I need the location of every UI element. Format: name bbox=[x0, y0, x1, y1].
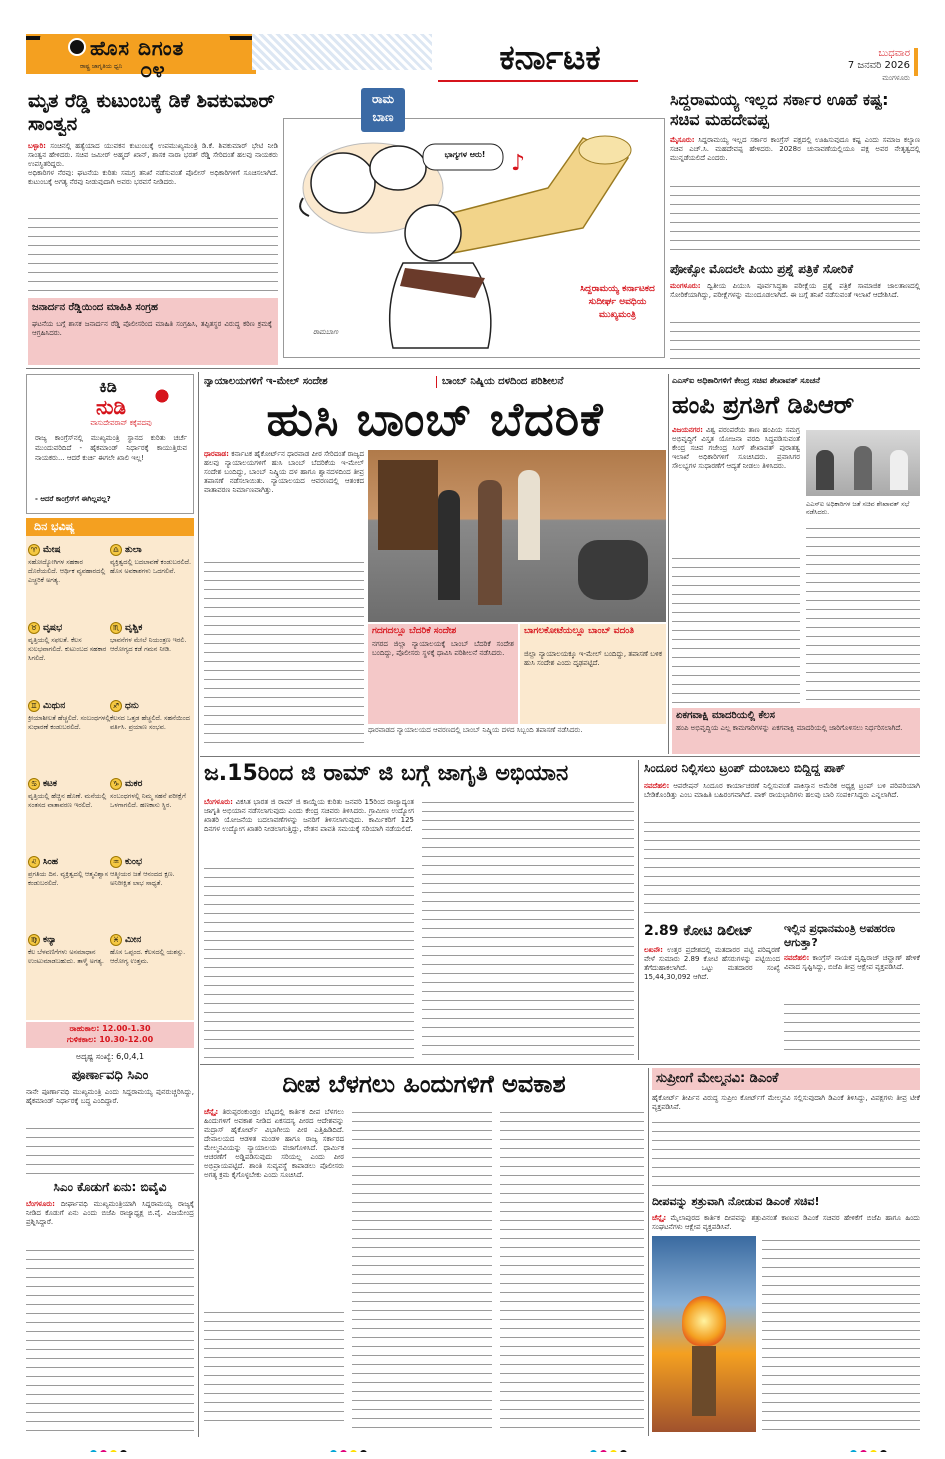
bomb-photo-person-1 bbox=[438, 490, 460, 600]
shatru-headline: ದೀಪವನ್ನು ಶತ್ರುವಾಗಿ ನೋಡುವ ಡಿಎಂಕೆ ಸಚಿವ! bbox=[652, 1195, 820, 1208]
kanya-text: ಕೆಲ ಬೆಳವಣಿಗೆಗಳು ಅಸಮಾಧಾನ ಉಂಟುಮಾಡಬಹುದು. ತಾಳ್ಮೆ ಅಗತ್ಯ. bbox=[28, 948, 104, 965]
meena-icon: ♓ bbox=[110, 934, 122, 946]
paper-logo bbox=[40, 34, 230, 64]
bomb-text-fill bbox=[204, 558, 364, 750]
simha-icon: ♌ bbox=[28, 856, 40, 868]
shatru-text: ಮೈಲಾಪುರದ ಕಾರ್ತಿಕ ದೀಪವನ್ನು ಶತ್ರುವಿನಂತೆ ಕಾಣುವ ಡಿಎಂಕೆ ಸಚಿವರ ಹೇಳಿಕೆಗೆ ಬಿಜೆಪಿ ಹಾಗೂ ಹಿಂದು ಸಂಘಟನೆಗಳು ಆಕ್ಷೇಪ ವ್ಯಕ್ತಪಡಿಸಿವೆ. bbox=[652, 1214, 920, 1231]
cartoon-small-head bbox=[311, 153, 375, 213]
bomb-headline: ಹುಸಿ ಬಾಂಬ್ ಬೆದರಿಕೆ bbox=[266, 392, 604, 446]
shatru-photo-flame bbox=[682, 1296, 726, 1346]
supreme-headline: ಸುಪ್ರೀಂಗೆ ಮೇಲ್ಮನವಿ: ಡಿಎಂಕೆ bbox=[656, 1071, 779, 1086]
dhanu-text: ಕೆಲಸದ ಒತ್ತಡ ಹೆಚ್ಚಲಿದೆ. ಸಹನೆಯಿಂದ ವರ್ತಿಸಿ. ಪ್ರಯಾಣ ಸಂಭವ. bbox=[110, 714, 190, 731]
pocso-dateline: ಮಂಗಳೂರು: bbox=[670, 282, 701, 290]
rashi-makara bbox=[110, 778, 194, 854]
delete-dateline: ಲಖನೌ: bbox=[644, 946, 663, 954]
mithuna-name: ಮಿಥುನ bbox=[43, 701, 66, 711]
cm-kodi-body bbox=[26, 1200, 194, 1432]
divider-deepa bbox=[648, 1068, 649, 1436]
masthead-rule bbox=[438, 80, 638, 82]
delete-headline: 2.89 ಕೋಟಿ ಡಿಲೀಟ್ bbox=[644, 923, 753, 939]
supreme-headline-bar bbox=[652, 1068, 920, 1090]
reddy-paragraph-1: ಸಂಚಿನಲ್ಲಿ ಹತ್ಯೆಯಾದ ಯುವಕನ ಕುಟುಂಬಕ್ಕೆ ಉಪಮುಖ್ಯಮಂತ್ರಿ ಡಿ.ಕೆ. ಶಿವಕುಮಾರ್ ಭೇಟಿ ನೀಡಿ ಸಾಂತ್ವನ ಹೇಳಿದರು. ಸಚಿವ ಜಮೀರ್ ಅಹ್ಮದ್ ಖಾನ್, ಶಾಸಕ ನಾರಾ ಭರತ್ ರೆಡ್ಡಿ ಸೇರಿದಂತೆ ಹಲವು ನಾಯಕರು ಉಪಸ್ಥಿತರಿದ್ದರು. bbox=[28, 142, 278, 168]
purnavadhi-body bbox=[26, 1088, 194, 1176]
simha-text: ಪ್ರಗತಿಯ ದಿನ. ವ್ಯಕ್ತಿತ್ವದಲ್ಲಿ ಆತ್ಮವಿಶ್ವಾಸ ಕಂಡುಬರಲಿದೆ. bbox=[28, 870, 109, 887]
purnavadhi-text-fill bbox=[26, 1124, 194, 1176]
bomb-photo-person-3 bbox=[518, 470, 540, 560]
hampi-article bbox=[672, 374, 920, 754]
masthead bbox=[0, 0, 945, 86]
purnavadhi-text: ನಾನೇ ಪೂರ್ಣಾವಧಿ ಮುಖ್ಯಮಂತ್ರಿ ಎಂದು ಸಿದ್ದರಾಮಯ್ಯ ಪುನರುಚ್ಚರಿಸಿದ್ದು, ಹೈಕಮಾಂಡ್ ನಿರ್ಧಾರಕ್ಕೆ ಬದ್ಧ ಎಂದಿದ್ದಾರೆ. bbox=[26, 1088, 194, 1105]
reddy-sub-box bbox=[28, 298, 278, 365]
divider-lower bbox=[200, 1064, 920, 1065]
cartoon-caption: ಸಿದ್ದರಾಮಯ್ಯ ಕರ್ನಾಟಕದ ಸುದೀರ್ಘ ಅವಧಿಯ ಮುಖ್ಯಮಂತ್ರಿ bbox=[580, 284, 655, 320]
rashi-vrishchika bbox=[110, 622, 194, 698]
mesha-name: ಮೇಷ bbox=[43, 545, 61, 555]
meena-text: ಹೊಸ ಒಪ್ಪಂದ. ಕೆಲಸದಲ್ಲಿ ಯಶಸ್ಸು. ಆರೋಗ್ಯ ಉತ್ತಮ. bbox=[110, 948, 186, 965]
hampi-body-2 bbox=[806, 524, 920, 704]
cm-kodi-text: ದೀರ್ಘಾವಧಿ ಮುಖ್ಯಮಂತ್ರಿಯಾಗಿ ಸಿದ್ದರಾಮಯ್ಯ ರಾಜ್ಯಕ್ಕೆ ನೀಡಿದ ಕೊಡುಗೆ ಏನು ಎಂದು ಬಿಜೆಪಿ ರಾಜ್ಯಾಧ್ಯಕ್ಷ ಬಿ.ವೈ. ವಿಜಯೇಂದ್ರ ಪ್ರಶ್ನಿಸಿದ್ದಾರೆ. bbox=[26, 1200, 194, 1226]
cm-kodi-headline: ಸಿಎಂ ಕೊಡುಗೆ ಏನು: ಬಿವೈವಿ bbox=[53, 1180, 167, 1194]
hampi-headline: ಹಂಪಿ ಪ್ರಗತಿಗೆ ಡಿಪಿಆರ್ bbox=[672, 391, 855, 419]
mesha-text: ಸಹೋದ್ಯೋಗಿಗಳ ಸಹಕಾರ ದೊರೆಯಲಿದೆ. ಆರ್ಥಿಕ ವ್ಯವಹಾರದಲ್ಲಿ ಎಚ್ಚರಿಕೆ ಅಗತ್ಯ. bbox=[28, 558, 106, 584]
hampi-photo-person-3 bbox=[890, 450, 908, 490]
siddaramaiah-dateline: ಮೈಸೂರು: bbox=[670, 136, 695, 144]
kidi-author: ವಾಸುದೇವರಾವ್ ಕಕ್ಕೆಪದವು bbox=[90, 419, 152, 427]
kanya-icon: ♍ bbox=[28, 934, 40, 946]
hampi-dateline: ವಿಜಯನಗರ: bbox=[672, 426, 703, 434]
delete-text: ಉತ್ತರ ಪ್ರದೇಶದಲ್ಲಿ ಮತದಾರರ ಪಟ್ಟಿ ಪರಿಷ್ಕರಣೆ ವೇಳೆ ಸುಮಾರು 2.89 ಕೋಟಿ ಹೆಸರುಗಳನ್ನು ಪಟ್ಟಿಯಿಂದ ತೆಗೆದುಹಾಕಲಾಗಿದೆ. ಒಟ್ಟು ಮತದಾರರ ಸಂಖ್ಯೆ 15,44,30,092 ಆಗಿದೆ. bbox=[644, 946, 780, 981]
cartoon-music-note: ♪ bbox=[511, 151, 526, 176]
lucky-number: ಅದೃಷ್ಟ ಸಂಖ್ಯೆ: 6,0,4,1 bbox=[75, 1052, 145, 1061]
vrishchika-name: ವೃಶ್ಚಿಕ bbox=[125, 623, 143, 633]
reddy-paragraph-2: ಅಧಿಕಾರಿಗಳ ನೆರವು: ಘಟನೆಯ ಕುರಿತು ಸಮಗ್ರ ತನಿಖೆ ನಡೆಸುವಂತೆ ಪೊಲೀಸ್ ಅಧಿಕಾರಿಗಳಿಗೆ ಸೂಚಿಸಲಾಗಿದೆ. ಕುಟುಂಬಕ್ಕೆ ಅಗತ್ಯ ನೆರವು ನೀಡುವುದಾಗಿ ಅವರು ಭರವಸೆ ನೀಡಿದರು. bbox=[28, 169, 278, 186]
rashi-meena bbox=[110, 934, 194, 1010]
rashi-kataka bbox=[28, 778, 112, 854]
purnavadhi-headline: ಪೂರ್ಣಾವಧಿ ಸಿಎಂ bbox=[71, 1068, 149, 1083]
reddy-text-fill bbox=[28, 214, 278, 292]
kidi-title: ಕಿಡಿ bbox=[99, 377, 117, 396]
page-number: ೦೪ bbox=[140, 58, 165, 83]
hampi-kicker: ಎಎಸ್‌ಐ ಅಧಿಕಾರಿಗಳಿಗೆ ಕೇಂದ್ರ ಸಚಿವ ಶೇಖಾವತ್ ಸೂಚನೆ bbox=[672, 376, 820, 385]
divider-mid bbox=[200, 756, 920, 757]
jagriti-body-2 bbox=[422, 798, 634, 1058]
cartoon-signature: ರಾಮಬಾಣ bbox=[313, 328, 339, 336]
shatru-photo-tower bbox=[692, 1346, 716, 1416]
supreme-article bbox=[652, 1068, 920, 1192]
pocso-headline: ಪೋಕ್ಸೋ ಮೊದಲೇ ಪಿಯು ಪ್ರಶ್ನೆ ಪತ್ರಿಕೆ ಸೋರಿಕೆ bbox=[670, 262, 854, 276]
divider-bomb-hampi bbox=[668, 374, 669, 754]
kataka-text: ವೃತ್ತಿಯಲ್ಲಿ ಹೆಚ್ಚಿನ ಹೊಣೆ. ಮನೆಯಲ್ಲಿ ಸಂತಸದ ವಾತಾವರಣ ಇರಲಿದೆ. bbox=[28, 792, 107, 809]
hampi-text-fill-2 bbox=[806, 524, 920, 704]
kanya-name: ಕನ್ಯಾ bbox=[43, 935, 57, 945]
hampi-photo-caption: ಎಎಸ್‌ಐ ಅಧಿಕಾರಿಗಳ ಜತೆ ಸಚಿವ ಶೇಖಾವತ್ ಸಭೆ ನಡೆಸಿದರು. bbox=[806, 500, 910, 516]
kataka-icon: ♋ bbox=[28, 778, 40, 790]
gulika-kala: ಗುಳಿಕಕಾಲ: 10.30-12.00 bbox=[66, 1035, 154, 1044]
registration-dots-4 bbox=[850, 1442, 910, 1452]
siddaramaiah-headline: ಸಿದ್ದರಾಮಯ್ಯ ಇಲ್ಲದ ಸರ್ಕಾರ ಊಹೆ ಕಷ್ಟ: ಸಚಿವ ಮಹದೇವಪ್ಪ bbox=[670, 90, 889, 129]
supreme-text: ಹೈಕೋರ್ಟ್ ತೀರ್ಪಿನ ವಿರುದ್ಧ ಸುಪ್ರೀಂ ಕೋರ್ಟ್‌ಗೆ ಮೇಲ್ಮನವಿ ಸಲ್ಲಿಸುವುದಾಗಿ ಡಿಎಂಕೆ ತಿಳಿಸಿದ್ದು, ವಿಪಕ್ಷಗಳು ತೀವ್ರ ಟೀಕೆ ವ್ಯಕ್ತಪಡಿಸಿವೆ. bbox=[652, 1094, 920, 1111]
hampi-photo-person-1 bbox=[816, 450, 834, 490]
bomb-photo-person-2 bbox=[478, 480, 502, 605]
dhanu-icon: ♐ bbox=[110, 700, 122, 712]
dhanu-name: ಧನು bbox=[125, 701, 139, 711]
cartoon-speech: ಭಾಗ್ಯಗಳ ಆರು! bbox=[444, 150, 486, 159]
mithuna-text: ಕ್ರೀಯಾಶೀಲತೆ ಹೆಚ್ಚಲಿದೆ. ಸಂಬಂಧಗಳಲ್ಲಿ ಸುಧಾರಣೆ ಕಂಡುಬರಲಿದೆ. bbox=[28, 714, 111, 731]
vrishchika-icon: ♏ bbox=[110, 622, 122, 634]
trump-text-fill bbox=[644, 818, 920, 918]
date-accent-bar bbox=[914, 48, 918, 76]
jagriti-text: ವಿಕಸಿತ ಭಾರತ ಜಿ ರಾಮ್ ಜಿ ಕಾಯ್ದೆಯ ಕುರಿತು ಜನವರಿ 15ರಿಂದ ರಾಜ್ಯಾದ್ಯಂತ ಜಾಗೃತಿ ಅಭಿಯಾನ ನಡೆಸಲಾಗುವುದು ಎಂದು ಕೇಂದ್ರ ಸಚಿವರು ತಿಳಿಸಿದರು. ಗ್ರಾಮೀಣ ಉದ್ಯೋಗ ಖಾತರಿ ಯೋಜನೆಯ ಬದಲಾವಣೆಗಳನ್ನು ಜನರಿಗೆ ತಿಳಿಸಲಾಗುವುದು. ಕಾರ್ಮಿಕರಿಗೆ 125 ದಿನಗಳ ಉದ್ಯೋಗ ಖಾತರಿ ನೀಡಲಾಗುತ್ತಿದ್ದು, ವೇತನ ಪಾವತಿ ಸಮಯಕ್ಕೆ ಸರಿಯಾಗಿ ನಡೆಯಲಿದೆ. bbox=[204, 798, 414, 833]
hampi-box bbox=[672, 708, 920, 754]
deepa-headline: ದೀಪ ಬೆಳಗಲು ಹಿಂದುಗಳಿಗೆ ಅವಕಾಶ bbox=[282, 1070, 566, 1098]
registration-dots-3 bbox=[590, 1442, 650, 1452]
rashi-kumbha bbox=[110, 856, 194, 932]
horoscope-title-bar bbox=[26, 518, 194, 536]
divider-jagriti bbox=[638, 760, 639, 1060]
logo-emblem-icon bbox=[68, 38, 86, 56]
section-title: ಕರ್ನಾಟಕ bbox=[499, 38, 601, 78]
bomb-photo-door bbox=[378, 460, 438, 550]
reddy-body bbox=[28, 142, 278, 292]
city-label: ಮಂಗಳೂರು bbox=[882, 74, 910, 82]
jagriti-body bbox=[204, 798, 414, 1058]
pocso-text-fill bbox=[670, 318, 920, 360]
pocso-text: ದ್ವಿತೀಯ ಪಿಯುಸಿ ಪೂರ್ವಸಿದ್ಧತಾ ಪರೀಕ್ಷೆಯ ಪ್ರಶ್ನೆ ಪತ್ರಿಕೆ ಸಾಮಾಜಿಕ ಜಾಲತಾಣದಲ್ಲಿ ಸೋರಿಕೆಯಾಗಿದ್ದು, ಪರೀಕ್ಷೆಗಳನ್ನು ಮುಂದೂಡಲಾಗಿದೆ. ಈ ಬಗ್ಗೆ ತನಿಖೆ ನಡೆಸುವಂತೆ ಇಲಾಖೆ ಆದೇಶಿಸಿದೆ. bbox=[670, 282, 920, 299]
divider-left-col bbox=[198, 372, 199, 1437]
makara-name: ಮಕರ bbox=[125, 779, 143, 789]
rashi-mesha bbox=[28, 544, 112, 620]
jagriti-text-fill bbox=[204, 864, 414, 1058]
vrishabha-text: ವೃತ್ತಿಯಲ್ಲಿ ಸಫಲತೆ. ಕೆಲಸ ಸುಲಭವಾಗಲಿದೆ. ಕುಟುಂಬದ ಸಹಕಾರ ಸಿಗಲಿದೆ. bbox=[28, 636, 107, 662]
shatru-body bbox=[762, 1236, 920, 1432]
pm-abduct-headline: ಇಲ್ಲಿನ ಪ್ರಧಾನಮಂತ್ರಿ ಅಪಹರಣ ಆಗುತ್ತಾ? bbox=[784, 922, 896, 949]
pocso-body bbox=[670, 282, 920, 360]
deepa-body bbox=[204, 1108, 344, 1428]
ramabana-tag-top: ರಾಮ bbox=[372, 92, 394, 106]
rashi-kanya bbox=[28, 934, 112, 1010]
supreme-body bbox=[652, 1094, 920, 1190]
kidi-punch: - ಆದರೆ ಕಾಂಗ್ರೆಸ್‌ಗೆ ಈಗಿಲ್ಲವಲ್ಲ? bbox=[35, 495, 111, 503]
bomb-article bbox=[204, 374, 666, 754]
cartoon-glasses bbox=[370, 146, 426, 190]
cm-kodi-article bbox=[26, 1180, 194, 1435]
reddy-article bbox=[28, 90, 278, 365]
pocso-article bbox=[670, 262, 920, 362]
bomb-dateline: ಧಾರವಾಡ: bbox=[204, 450, 229, 458]
horoscope-title: ದಿನ ಭವಿಷ್ಯ bbox=[34, 520, 75, 533]
shatru-photo bbox=[652, 1236, 756, 1432]
hampi-box-text: ಹಂಪಿ ಅಭಿವೃದ್ಧಿಯ ಎಲ್ಲ ಕಾಮಗಾರಿಗಳನ್ನು ಏಕಗವಾಕ್ಷಿ ಮಾದರಿಯಲ್ಲಿ ಜಾರಿಗೊಳಿಸಲು ನಿರ್ಧರಿಸಲಾಗಿದೆ. bbox=[676, 724, 903, 732]
siddaramaiah-article bbox=[670, 90, 920, 255]
trump-text: ಆಪರೇಷನ್ ಸಿಂದೂರ ಕಾರ್ಯಾಚರಣೆ ನಿಲ್ಲಿಸುವಂತೆ ಪಾಕಿಸ್ತಾನ ಅಮೆರಿಕ ಅಧ್ಯಕ್ಷ ಟ್ರಂಪ್ ಬಳಿ ಪರಿಪರಿಯಾಗಿ ಬೇಡಿಕೊಂಡಿತ್ತು ಎಂಬ ಮಾಹಿತಿ ಬಹಿರಂಗವಾಗಿದೆ. ಪಾಕ್ ರಾಯಭಾರಿಗಳು ಹಲವು ಬಾರಿ ಸಂಪರ್ಕಿಸಿದ್ದರು ಎನ್ನಲಾಗಿದೆ. bbox=[644, 782, 920, 799]
bomb-box-bagalkot bbox=[520, 624, 666, 724]
deepa-body-3 bbox=[500, 1108, 644, 1428]
rashi-tula bbox=[110, 544, 194, 620]
purnavadhi-article bbox=[26, 1066, 194, 1178]
vrishchika-text: ಭಾವನೆಗಳ ಮೇಲೆ ನಿಯಂತ್ರಣ ಇರಲಿ. ಆರೋಗ್ಯದ ಕಡೆ ಗಮನ ನೀಡಿ. bbox=[110, 636, 187, 653]
kidi-text: ರಾಜ್ಯ ಕಾಂಗ್ರೆಸ್‌ನಲ್ಲಿ ಮುಖ್ಯಮಂತ್ರಿ ಸ್ಥಾನದ ಕುರಿತು ಚರ್ಚೆ ಮುಂದುವರಿದಿದೆ - ಹೈಕಮಾಂಡ್ ನಿರ್ಧಾರಕ್ಕೆ ಕಾಯುತ್ತಿರುವ ನಾಯಕರು... ಆದರೆ ಕುರ್ಚಿ ಈಗಲೇ ಖಾಲಿ ಇಲ್ಲ! bbox=[35, 434, 187, 462]
bomb-photo bbox=[368, 450, 666, 622]
ramabana-tag-bottom: ಬಾಣ bbox=[372, 110, 394, 124]
makara-text: ಸಂಬಂಧಗಳಲ್ಲಿ ನಿಮ್ಮ ಸಹನೆ ಪರೀಕ್ಷೆಗೆ ಒಳಗಾಗಲಿದೆ. ಹಣಕಾಸು ಸ್ಥಿರ. bbox=[110, 792, 186, 809]
divider-top bbox=[26, 368, 920, 369]
tula-text: ವ್ಯಕ್ತಿತ್ವದಲ್ಲಿ ಬದಲಾವಣೆ ಕಂಡುಬರಲಿದೆ. ಹೊಸ ಅವಕಾಶಗಳು ಒದಗಲಿವೆ. bbox=[110, 558, 192, 575]
shatru-text-fill bbox=[762, 1236, 920, 1432]
rashi-mithuna bbox=[28, 700, 112, 776]
kala-box bbox=[26, 1022, 194, 1048]
meena-name: ಮೀನ bbox=[125, 935, 142, 945]
reddy-headline: ಮೃತ ರೆಡ್ಡಿ ಕುಟುಂಬಕ್ಕೆ ಡಿಕೆ ಶಿವಕುಮಾರ್ ಸಾಂತ್ವನ bbox=[28, 90, 275, 135]
bomb-body bbox=[204, 450, 364, 750]
delete-article bbox=[644, 922, 780, 1060]
vrishabha-icon: ♉ bbox=[28, 622, 40, 634]
pm-abduct-text: ಕಾಂಗ್ರೆಸ್ ನಾಯಕ ಪೃಥ್ವಿರಾಜ್ ಚವ್ಹಾಣ್ ಹೇಳಿಕೆ ವಿವಾದ ಸೃಷ್ಟಿಸಿದ್ದು, ಬಿಜೆಪಿ ತೀವ್ರ ಆಕ್ಷೇಪ ವ್ಯಕ್ತಪಡಿಸಿದೆ. bbox=[784, 954, 920, 971]
kumbha-icon: ♒ bbox=[110, 856, 122, 868]
trump-article bbox=[644, 760, 920, 920]
jagriti-text-fill-2 bbox=[422, 798, 634, 1058]
kumbha-text: ಆತ್ಮೀಯರ ಜತೆ ಆನಂದದ ಕ್ಷಣ. ಅನಿರೀಕ್ಷಿತ ಲಾಭ ಸಾಧ್ಯತೆ. bbox=[110, 870, 175, 887]
deepa-dateline: ಚೆನ್ನೈ: bbox=[204, 1108, 219, 1116]
trump-headline: ಸಿಂದೂರ ನಿಲ್ಲಿಸಲು ಟ್ರಂಪ್ ದುಂಬಾಲು ಬಿದ್ದಿದ್ದ ಪಾಕ್ bbox=[644, 761, 846, 775]
bomb-box1-text: ನಗರದ ಜಿಲ್ಲಾ ನ್ಯಾಯಾಲಯಕ್ಕೆ ಬಾಂಬ್ ಬೆದರಿಕೆ ಸಂದೇಶ ಬಂದಿದ್ದು, ಪೊಲೀಸರು ಸ್ಥಳಕ್ಕೆ ಧಾವಿಸಿ ಪರಿಶೀಲನೆ ನಡೆಸಿದರು. bbox=[372, 640, 514, 657]
hampi-body bbox=[672, 426, 800, 706]
bomb-kicker-right: ಬಾಂಬ್ ನಿಷ್ಕ್ರಿಯ ದಳದಿಂದ ಪರಿಶೀಲನೆ bbox=[442, 376, 564, 387]
registration-dots-1 bbox=[90, 1442, 150, 1452]
kidi-subtitle: ನುಡಿ bbox=[95, 395, 127, 419]
hampi-photo-person-2 bbox=[854, 446, 872, 490]
jagriti-dateline: ಬೆಂಗಳೂರು: bbox=[204, 798, 233, 806]
paper-name: ಹೊಸ ದಿಗಂತ bbox=[90, 36, 185, 60]
delete-body bbox=[644, 946, 780, 1058]
deepa-text: ತಿರುಪ್ಪರಂಕುಂಡ್ರಂ ಬೆಟ್ಟದಲ್ಲಿ ಕಾರ್ತಿಕ ದೀಪ ಬೆಳಗಲು ಹಿಂದುಗಳಿಗೆ ಅವಕಾಶ ನೀಡಿದ ಏಕಸದಸ್ಯ ಪೀಠದ ಆದೇಶವನ್ನು ಮದ್ರಾಸ್ ಹೈಕೋರ್ಟ್ ವಿಭಾಗೀಯ ಪೀಠ ಎತ್ತಿಹಿಡಿದಿದೆ. ದೇವಾಲಯದ ಆಡಳಿತ ಮಂಡಳಿ ಹಾಗೂ ರಾಜ್ಯ ಸರ್ಕಾರದ ಮೇಲ್ಮನವಿಯನ್ನು ನ್ಯಾಯಾಲಯ ವಜಾಗೊಳಿಸಿದೆ. ಧಾರ್ಮಿಕ ಆಚರಣೆಗೆ ಅಡ್ಡಿಪಡಿಸುವುದು ಸರಿಯಲ್ಲ ಎಂದು ಪೀಠ ಅಭಿಪ್ರಾಯಪಟ್ಟಿದೆ. ಶಾಂತಿ ಸುವ್ಯವಸ್ಥೆ ಕಾಪಾಡಲು ಪೊಲೀಸರು ಅಗತ್ಯ ಕ್ರಮ ಕೈಗೊಳ್ಳಬೇಕು ಎಂದು ಸೂಚಿಸಿದೆ. bbox=[204, 1108, 344, 1179]
rashi-vrishabha bbox=[28, 622, 112, 698]
kidi-spark-icon bbox=[147, 381, 177, 411]
jagriti-article bbox=[204, 760, 634, 1060]
cartoon-head bbox=[405, 205, 461, 261]
cartoon-trumpet-bell bbox=[579, 136, 631, 164]
day-label: ಬುಧವಾರ bbox=[878, 48, 910, 59]
deepa-text-fill-2 bbox=[352, 1108, 492, 1428]
date-block bbox=[800, 48, 920, 86]
pm-abduct-article bbox=[784, 922, 920, 1060]
vrishabha-name: ವೃಷಭ bbox=[43, 623, 63, 633]
kumbha-name: ಕುಂಭ bbox=[125, 857, 143, 867]
registration-dots-2 bbox=[330, 1442, 390, 1452]
pm-abduct-text-fill bbox=[784, 1000, 920, 1058]
shatru-dateline: ಚೆನ್ನೈ: bbox=[652, 1214, 667, 1222]
siddaramaiah-body bbox=[670, 136, 920, 251]
bomb-box1-title: ಗದಗದಲ್ಲೂ ಬೆದರಿಕೆ ಸಂದೇಶ bbox=[372, 626, 457, 636]
rahu-kala: ರಾಹುಕಾಲ: 12.00-1.30 bbox=[69, 1024, 151, 1033]
cm-kodi-dateline: ಬೆಂಗಳೂರು: bbox=[26, 1200, 55, 1208]
bomb-kicker-sep bbox=[436, 376, 437, 388]
reddy-sub-heading: ಜನಾರ್ದನ ರೆಡ್ಡಿಯಿಂದ ಮಾಹಿತಿ ಸಂಗ್ರಹ bbox=[32, 302, 158, 313]
pm-abduct-body bbox=[784, 954, 920, 1058]
shatru-article bbox=[652, 1194, 920, 1436]
trump-dateline: ನವದೆಹಲಿ: bbox=[644, 782, 670, 790]
pm-abduct-dateline: ನವದೆಹಲಿ: bbox=[784, 954, 810, 962]
bomb-box2-text: ಜಿಲ್ಲಾ ನ್ಯಾಯಾಲಯಕ್ಕೂ ಇ-ಮೇಲ್ ಬಂದಿದ್ದು, ತಪಾಸಣೆ ಬಳಿಕ ಹುಸಿ ಸಂದೇಶ ಎಂದು ದೃಢಪಟ್ಟಿದೆ. bbox=[524, 650, 662, 667]
tula-icon: ♎ bbox=[110, 544, 122, 556]
kidi-nudi-box bbox=[26, 374, 194, 514]
horoscope-grid bbox=[26, 540, 194, 1020]
hampi-box-title: ಏಕಗವಾಕ್ಷಿ ಮಾದರಿಯಲ್ಲಿ ಕೆಲಸ bbox=[676, 710, 775, 721]
cm-kodi-text-fill bbox=[26, 1246, 194, 1432]
simha-name: ಸಿಂಹ bbox=[43, 857, 59, 867]
supreme-text-fill bbox=[652, 1118, 920, 1190]
date-label: 7 ಜನವರಿ 2026 bbox=[847, 60, 910, 71]
masthead-stripe bbox=[252, 34, 432, 70]
bomb-photo-caption: ಧಾರವಾಡದ ನ್ಯಾಯಾಲಯದ ಆವರಣದಲ್ಲಿ ಬಾಂಬ್ ನಿಷ್ಕ್ರಿಯ ದಳದ ಸಿಬ್ಬಂದಿ ತಪಾಸಣೆ ನಡೆಸಿದರು. bbox=[368, 726, 583, 734]
cartoon-panel bbox=[283, 88, 665, 358]
deepa-text-fill-3 bbox=[500, 1108, 644, 1428]
paper-tagline: ರಾಷ್ಟ್ರ ಜಾಗೃತಿಯ ಧ್ವನಿ bbox=[80, 63, 123, 70]
bomb-photo-scooter bbox=[578, 540, 648, 600]
siddaramaiah-text-fill bbox=[670, 182, 920, 250]
bomb-box-gadag bbox=[368, 624, 518, 724]
hampi-text-fill bbox=[672, 554, 800, 706]
rashi-simha bbox=[28, 856, 112, 932]
bomb-text: ಕರ್ನಾಟಕ ಹೈಕೋರ್ಟ್‌ನ ಧಾರವಾಡ ಪೀಠ ಸೇರಿದಂತೆ ರಾಜ್ಯದ ಹಲವು ನ್ಯಾಯಾಲಯಗಳಿಗೆ ಹುಸಿ ಬಾಂಬ್ ಬೆದರಿಕೆಯ ಇ-ಮೇಲ್ ಸಂದೇಶ ಬಂದಿದ್ದು, ಬಾಂಬ್ ನಿಷ್ಕ್ರಿಯ ದಳ ಹಾಗೂ ಶ್ವಾನದಳದಿಂದ ತೀವ್ರ ತಪಾಸಣೆ ನಡೆಸಲಾಯಿತು. ನ್ಯಾಯಾಲಯದ ಆವರಣದಲ್ಲಿ ಆತಂಕದ ವಾತಾವರಣ ನಿರ್ಮಾಣವಾಗಿತ್ತು. bbox=[204, 450, 364, 494]
bomb-kicker-left: ನ್ಯಾಯಾಲಯಗಳಿಗೆ ಇ-ಮೇಲ್ ಸಂದೇಶ bbox=[204, 376, 328, 387]
shatru-intro bbox=[652, 1214, 920, 1232]
makara-icon: ♑ bbox=[110, 778, 122, 790]
hampi-photo bbox=[806, 430, 920, 496]
reddy-dateline: ಬಳ್ಳಾರಿ: bbox=[28, 142, 46, 150]
jagriti-headline: ಜ.15ರಿಂದ ಜಿ ರಾಮ್ ಜಿ ಬಗ್ಗೆ ಜಾಗೃತಿ ಅಭಿಯಾನ bbox=[204, 761, 569, 786]
tula-name: ತುಲಾ bbox=[125, 545, 142, 555]
trump-body bbox=[644, 782, 920, 918]
siddaramaiah-text: ಸಿದ್ದರಾಮಯ್ಯ ಇಲ್ಲದ ಸರ್ಕಾರ ಕಾಂಗ್ರೆಸ್ ಪಕ್ಷದಲ್ಲಿ ಊಹಿಸುವುದೂ ಕಷ್ಟ ಎಂದು ಸಮಾಜ ಕಲ್ಯಾಣ ಸಚಿವ ಎಚ್.ಸಿ. ಮಹದೇವಪ್ಪ ಹೇಳಿದರು. 2028ರ ಚುನಾವಣೆಯಲ್ಲಿಯೂ ಪಕ್ಷ ಅವರ ನೇತೃತ್ವದಲ್ಲಿ ಮುನ್ನಡೆಯಲಿದೆ ಎಂದರು. bbox=[670, 136, 920, 162]
bomb-box2-title: ಬಾಗಲಕೋಟೆಯಲ್ಲೂ ಬಾಂಬ್ ವದಂತಿ bbox=[524, 626, 635, 636]
deepa-text-fill bbox=[204, 1308, 344, 1428]
rashi-dhanu bbox=[110, 700, 194, 776]
mithuna-icon: ♊ bbox=[28, 700, 40, 712]
hampi-text: ವಿಶ್ವ ಪರಂಪರೆಯ ತಾಣ ಹಂಪಿಯ ಸಮಗ್ರ ಅಭಿವೃದ್ಧಿಗೆ ವಿಸ್ತೃತ ಯೋಜನಾ ವರದಿ ಸಿದ್ಧಪಡಿಸುವಂತೆ ಕೇಂದ್ರ ಸಚಿವ ಗಜೇಂದ್ರ ಸಿಂಗ್ ಶೇಖಾವತ್ ಪುರಾತತ್ವ ಇಲಾಖೆ ಅಧಿಕಾರಿಗಳಿಗೆ ಸೂಚಿಸಿದರು. ಪ್ರವಾಸಿಗರ ಸೌಲಭ್ಯಗಳ ಸುಧಾರಣೆಗೆ ಆದ್ಯತೆ ನೀಡಲು ತಿಳಿಸಿದರು. bbox=[672, 426, 800, 470]
reddy-sub-text: ಘಟನೆಯ ಬಗ್ಗೆ ಶಾಸಕ ಜನಾರ್ದನ ರೆಡ್ಡಿ ಪೊಲೀಸರಿಂದ ಮಾಹಿತಿ ಸಂಗ್ರಹಿಸಿ, ತಪ್ಪಿತಸ್ಥರ ವಿರುದ್ಧ ಕಠಿಣ ಕ್ರಮಕ್ಕೆ ಆಗ್ರಹಿಸಿದರು. bbox=[32, 320, 272, 337]
kataka-name: ಕಟಕ bbox=[43, 779, 57, 789]
deepa-article bbox=[204, 1068, 644, 1436]
mesha-icon: ♈ bbox=[28, 544, 40, 556]
deepa-body-2 bbox=[352, 1108, 492, 1428]
